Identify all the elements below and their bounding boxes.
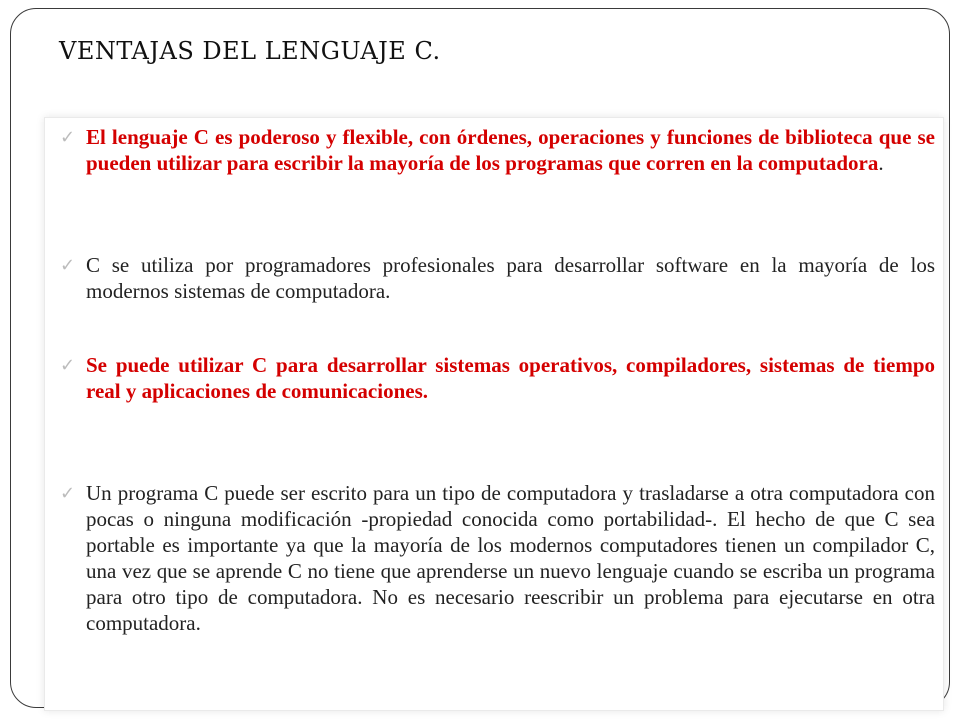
bullet-item-1 [60, 124, 935, 176]
content-box [44, 117, 944, 711]
check-icon: ✓ [60, 255, 76, 276]
slide-title: VENTAJAS DEL LENGUAJE C. [59, 37, 441, 65]
bullet-text-4: Un programa C puede ser escrito para un tipo de computadora y trasladarse a otra computadora con pocas o ninguna modificación -propiedad conocida como portabilidad-. El hecho de que C sea portable es importante ya que la mayoría de los modernos computadores tienen un compilador C, una vez que se aprende C no tiene que aprenderse un nuevo lenguaje cuando se escriba un programa para otro tipo de computadora. No es necesario reescribir un problema para ejecutarse en otra computadora. [86, 481, 935, 635]
bullet-item-2 [60, 252, 935, 304]
slide-frame [10, 8, 950, 708]
check-icon: ✓ [60, 483, 76, 504]
bullet-text-1-period: . [878, 151, 884, 175]
bullet-item-4 [60, 480, 935, 636]
bullet-text-1-main: El lenguaje C es poderoso y flexible, con órdenes, operaciones y funciones de biblioteca que se pueden utilizar para escribir la mayoría de los programas que corren en la computadora [86, 125, 935, 175]
check-icon: ✓ [60, 127, 76, 148]
bullet-text-2: C se utiliza por programadores profesionales para desarrollar software en la mayoría de los modernos sistemas de computadora. [86, 253, 935, 303]
bullet-text-1 [86, 124, 935, 176]
bullet-item-3 [60, 352, 935, 404]
check-icon: ✓ [60, 355, 76, 376]
bullet-text-3: Se puede utilizar C para desarrollar sistemas operativos, compiladores, sistemas de tiempo real y aplicaciones de comunicaciones. [86, 353, 935, 403]
